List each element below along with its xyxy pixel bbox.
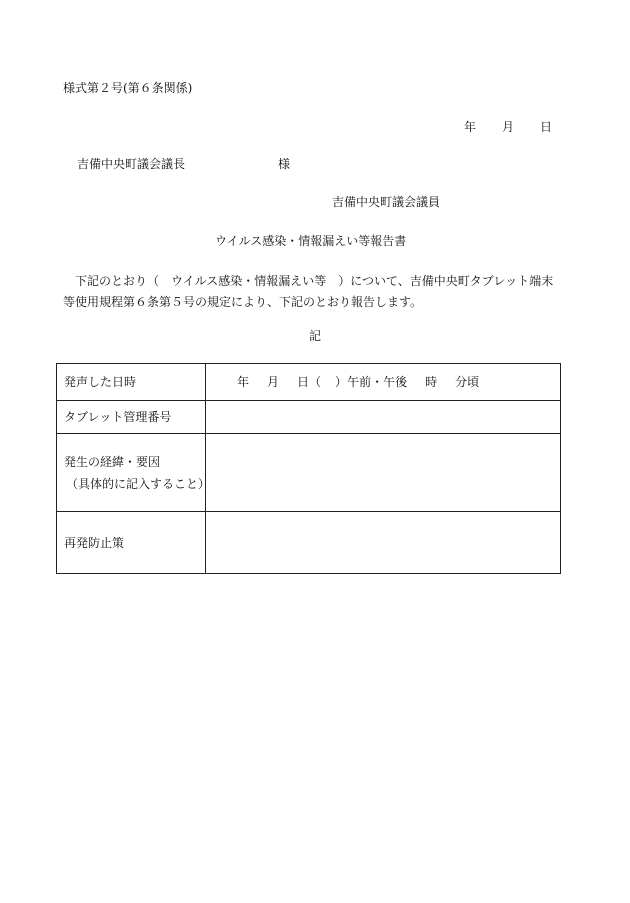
datetime-template: 年 月 日（ ）午前・午後 時 分頃 xyxy=(237,375,480,389)
reporter: 吉備中央町議会議員 xyxy=(332,195,441,209)
addressee-name: 吉備中央町議会議長 xyxy=(77,157,186,171)
body-paragraph xyxy=(63,271,573,313)
day-field: 日 xyxy=(540,120,553,134)
cause-label: 発生の経緯・要因 xyxy=(64,454,161,469)
year-field: 年 xyxy=(464,120,477,134)
table-row xyxy=(57,364,561,401)
table-row xyxy=(57,512,561,574)
cause-label-cell xyxy=(57,434,211,512)
addressee-honorific: 様 xyxy=(278,157,291,171)
prevention-label: 再発防止策 xyxy=(57,512,206,574)
occurred-datetime-label: 発声した日時 xyxy=(57,364,206,401)
form-number: 様式第２号(第６条関係) xyxy=(63,81,193,95)
report-table xyxy=(56,363,561,574)
cause-field[interactable] xyxy=(206,434,561,512)
cause-sublabel: （具体的に記入すること） xyxy=(66,476,211,491)
ki-heading: 記 xyxy=(309,329,322,343)
body-line-1: 下記のとおり（ ウイルス感染・情報漏えい等 ）について、吉備中央町タブレット端末 xyxy=(63,274,554,288)
tablet-number-label: タブレット管理番号 xyxy=(57,401,206,434)
month-field: 月 xyxy=(502,120,515,134)
addressee xyxy=(77,157,291,171)
occurred-datetime-field[interactable] xyxy=(206,364,561,401)
table-row xyxy=(57,434,561,512)
document-title: ウイルス感染・情報漏えい等報告書 xyxy=(215,234,407,248)
body-line-2: 等使用規程第６条第５号の規定により、下記のとおり報告します。 xyxy=(63,295,423,309)
tablet-number-field[interactable] xyxy=(206,401,561,434)
table-row xyxy=(57,401,561,434)
prevention-field[interactable] xyxy=(206,512,561,574)
date-line xyxy=(464,121,552,133)
